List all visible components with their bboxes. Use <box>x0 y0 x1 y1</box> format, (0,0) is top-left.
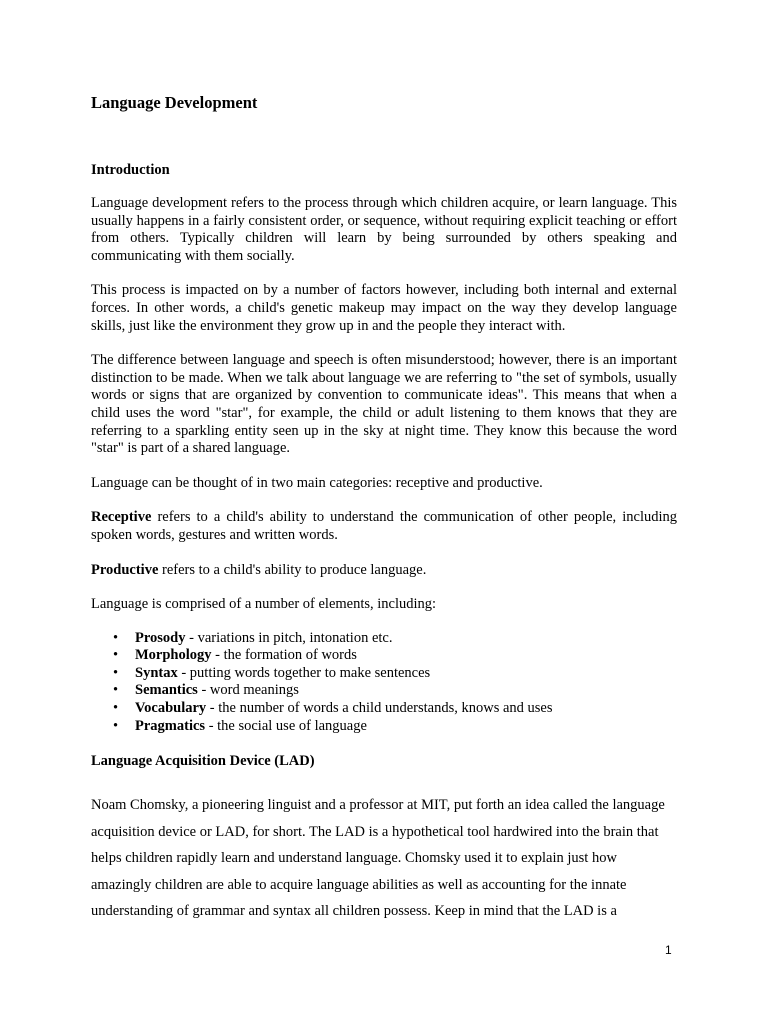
lad-paragraph: Noam Chomsky, a pioneering linguist and a professor at MIT, put forth an idea called the language acquisition device or LAD, for short. The LAD is a hypothetical tool hardwired into the brain that helps children rapidly learn and understand language. Chomsky used it to explain just how amazingly children are able to acquire language abilities as well as accounting for the innate understanding of grammar and syntax all children possess. Keep in mind that the LAD is a <box>91 797 665 920</box>
document-body <box>91 92 677 925</box>
element-term: Pragmatics <box>135 717 206 734</box>
productive-text: refers to a child's ability to produce language. <box>158 561 427 578</box>
list-item <box>91 630 677 648</box>
productive-paragraph <box>91 562 677 580</box>
receptive-text: refers to a child's ability to understand the communication of other people, including spoken words, gestures and written words. <box>91 509 677 543</box>
bullet-icon: • <box>113 629 119 646</box>
element-text: - word meanings <box>197 682 299 699</box>
bullet-icon: • <box>113 700 119 717</box>
introduction-heading: Introduction <box>91 162 170 178</box>
intro-paragraph-3: The difference between language and speech is often misunderstood; however, there is an important distinction to be made. When we talk about language we are referring to "the set of symbols, usually words or signs that are organized by convention to communicate ideas". This means that when a child uses the word "star", for example, the child or adult listening to them knows that they are referring to a sparkling entity seen up in the sky at night time. They know this because the word "star" is part of a shared language. <box>91 352 677 457</box>
bullet-icon: • <box>113 717 119 734</box>
list-item <box>91 718 677 736</box>
language-elements-list <box>91 630 677 736</box>
receptive-paragraph <box>91 509 677 544</box>
element-text: - variations in pitch, intonation etc. <box>185 629 393 646</box>
element-text: - the number of words a child understands, knows and uses <box>206 700 553 717</box>
list-item <box>91 665 677 683</box>
receptive-term: Receptive <box>91 509 152 526</box>
elements-intro-paragraph: Language is comprised of a number of elements, including: <box>91 596 437 613</box>
element-term: Syntax <box>135 664 178 681</box>
intro-paragraph-2: This process is impacted on by a number of factors however, including both internal and external forces. In other words, a child's genetic makeup may impact on the way they develop language skills, just like the environment they grow up in and the people they interact with. <box>91 282 677 334</box>
element-term: Morphology <box>135 647 212 664</box>
bullet-icon: • <box>113 647 119 664</box>
page-number: 1 <box>665 943 672 957</box>
intro-paragraph-4: Language can be thought of in two main categories: receptive and productive. <box>91 474 543 491</box>
intro-paragraph-1: Language development refers to the process through which children acquire, or learn language. This usually happens in a fairly consistent order, or sequence, without requiring explicit teaching or effort from others. Typically children will learn by being surrounded by others speaking and communicating with them socially. <box>91 195 677 264</box>
list-item <box>91 647 677 665</box>
element-text: - the formation of words <box>211 647 357 664</box>
element-text: - putting words together to make sentences <box>177 664 431 681</box>
list-item <box>91 700 677 718</box>
document-title: Language Development <box>91 93 258 112</box>
element-term: Prosody <box>135 629 186 646</box>
bullet-icon: • <box>113 664 119 681</box>
lad-heading: Language Acquisition Device (LAD) <box>91 753 315 770</box>
list-item <box>91 682 677 700</box>
element-term: Vocabulary <box>135 700 207 717</box>
element-term: Semantics <box>135 682 198 699</box>
element-text: - the social use of language <box>205 717 367 734</box>
productive-term: Productive <box>91 561 159 578</box>
bullet-icon: • <box>113 682 119 699</box>
